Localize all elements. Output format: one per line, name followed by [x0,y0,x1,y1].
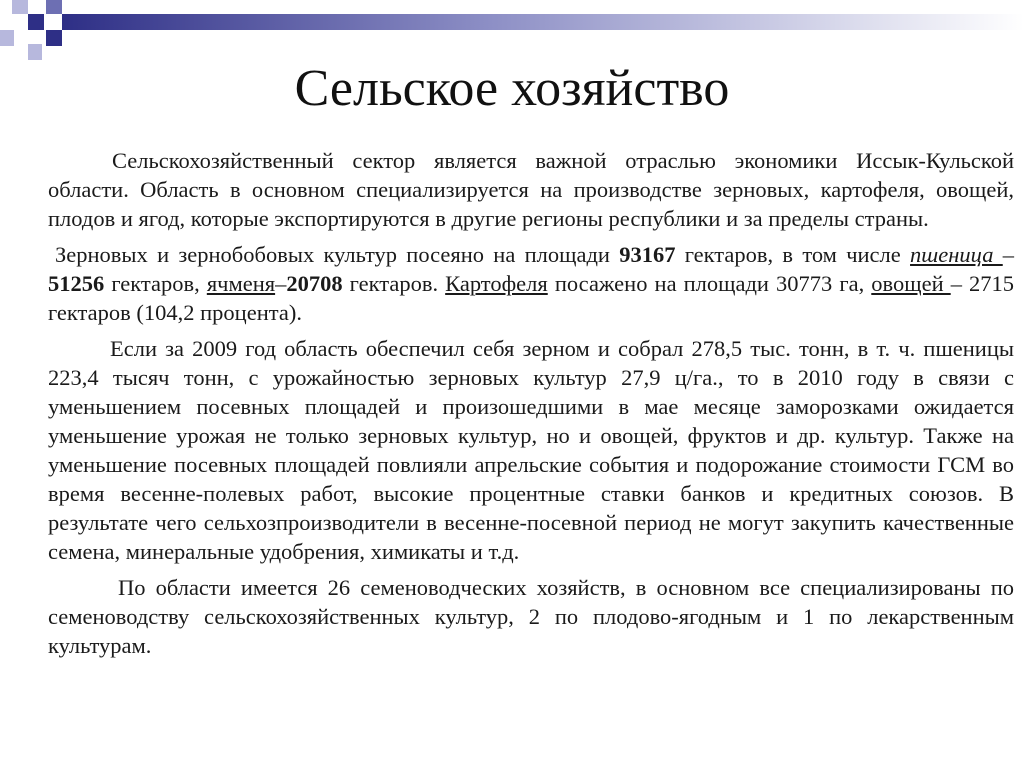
text: Зерновых и зернобобовых культур посеяно на площади [55,242,620,267]
barley-link: ячменя [206,271,276,296]
potato-link: Картофеля [445,271,548,296]
decor-square [46,0,62,14]
wheat-link: пшеница [910,242,1003,267]
text: гектаров. [342,271,446,296]
text: посажено на площади 30773 га, [547,271,872,296]
decor-square [46,30,62,46]
text: – [1002,242,1014,267]
header-gradient-bar [62,14,1024,30]
vegetables-link: овощей [871,271,951,296]
paragraph-intro: Сельскохозяйственный сектор является важной отраслью экономики Иссык-Кульской области. Область в основном специализируется на производстве зерновых, картофеля, овощей, плодов и ягод, которые экспортируются в другие регионы республики и за пределы страны. [48,148,1014,231]
paragraph-seed-farms: По области имеется 26 семеноводческих хозяйств, в основном все специализированы по семеноводству сельскохозяйственных культур, 2 по плодово-ягодным и 1 по лекарственным культурам. [48,575,1014,658]
paragraph-harvest: Если за 2009 год область обеспечил себя зерном и собрал 278,5 тыс. тонн, в т. ч. пшеницы 223,4 тысяч тонн, с урожайностью зерновых культур 27,9 ц/га., то в 2010 году в связи с уменьшением посевных площадей и произошедшими в мае месяце заморозками ожидается уменьшение урожая не только зерновых культур, но и овощей, фруктов и др. культур. Также на уменьшение посевных площадей повлияли апрельские события и подорожание стоимости ГСМ во время весенне-полевых работ, высокие процентные ставки банков и кредитных союзов. В результате чего сельхозпроизводители в весенне-посевной период не могут закупить качественные семена, минеральные удобрения, химикаты и т.д. [48,336,1014,564]
decor-square [0,30,14,46]
grain-area-value: 93167 [619,242,676,267]
wheat-area-value: 51256 [48,271,105,296]
slide-body [48,146,1014,667]
corner-decoration [0,0,1024,60]
decor-square [28,14,44,30]
text: – 2715 гектаров (104,2 процента). [48,271,1015,325]
decor-square [12,0,28,14]
text: гектаров, в том числе [675,242,911,267]
slide-title: Сельское хозяйство [294,60,730,117]
text: гектаров, [104,271,207,296]
paragraph-crops [48,240,1014,327]
text: – [275,271,287,296]
barley-area-value: 20708 [286,271,343,296]
